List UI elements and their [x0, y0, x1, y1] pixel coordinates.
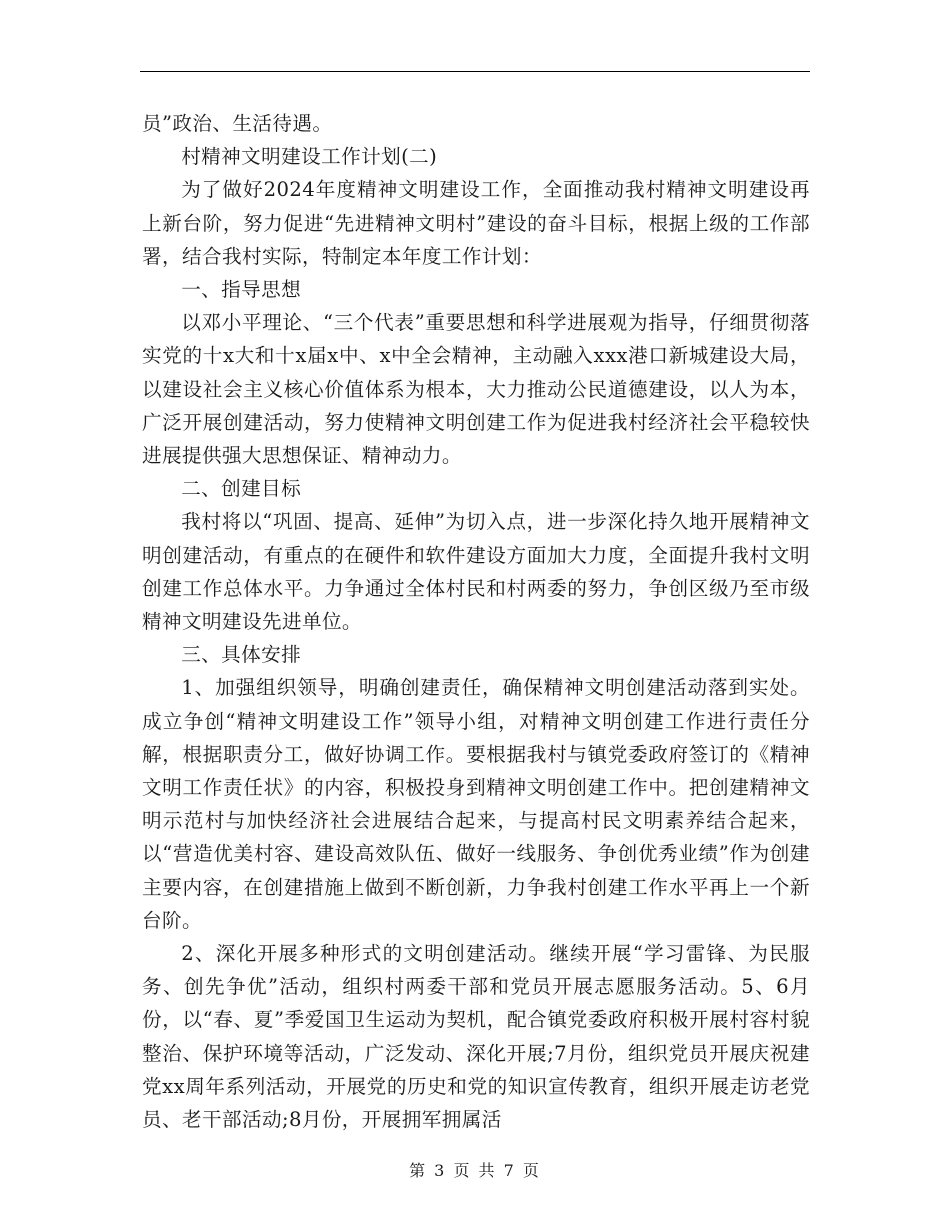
- heading-guiding-thought: 一、指导思想: [181, 278, 302, 302]
- paragraph-guiding-thought: 以邓小平理论、“三个代表”重要思想和科学进展观为指导，仔细贯彻落实党的十x大和十x届x中、x中全会精神，主动融入xxx港口新城建设大局，以建设社会主义核心价值体系为根本，大力推动公民道德建设，以人为本，广泛开展创建活动，努力使精神文明创建工作为促进我村经济社会平稳较快进展提供强大思想保证、精神动力。: [142, 311, 810, 468]
- document-body: [142, 107, 810, 1136]
- heading-goals: 二、创建目标: [181, 477, 302, 501]
- section-title: 村精神文明建设工作计划(二): [181, 145, 438, 169]
- heading-arrangements: 三、具体安排: [181, 643, 302, 667]
- header-rule: [140, 71, 810, 72]
- paragraph-goals: 我村将以“巩固、提高、延伸”为切入点，进一步深化持久地开展精神文明创建活动，有重点的在硬件和软件建设方面加大力度，全面提升我村文明创建工作总体水平。力争通过全体村民和村两委的努力，争创区级乃至市级精神文明建设先进单位。: [142, 510, 810, 634]
- paragraph-continuation: 员”政治、生活待遇。: [142, 112, 333, 135]
- paragraph-arrangement-1: 1、加强组织领导，明确创建责任，确保精神文明创建活动落到实处。成立争创“精神文明建设工作”领导小组，对精神文明创建工作进行责任分解，根据职责分工，做好协调工作。要根据我村与镇党委政府签订的《精神文明工作责任状》的内容，积极投身到精神文明创建工作中。把创建精神文明示范村与加快经济社会进展结合起来，与提高村民文明素养结合起来，以“营造优美村容、建设高效队伍、做好一线服务、争创优秀业绩”作为创建主要内容，在创建措施上做到不断创新，力争我村创建工作水平再上一个新台阶。: [142, 676, 810, 932]
- page-number-footer: 第 3 页 共 7 页: [409, 1161, 541, 1180]
- paragraph-arrangement-2: 2、深化开展多种形式的文明创建活动。继续开展“学习雷锋、为民服务、创先争优”活动，组织村两委干部和党员开展志愿服务活动。5、6月份，以“春、夏”季爱国卫生运动为契机，配合镇党委政府积极开展村容村貌整治、保护环境等活动，广泛发动、深化开展;7月份，组织党员开展庆祝建党xx周年系列活动，开展党的历史和党的知识宣传教育，组织开展走访老党员、老干部活动;8月份，开展拥军拥属活: [142, 942, 810, 1132]
- intro-paragraph: 为了做好2024年度精神文明建设工作，全面推动我村精神文明建设再上新台阶，努力促进“先进精神文明村”建设的奋斗目标，根据上级的工作部署，结合我村实际，特制定本年度工作计划：: [142, 178, 810, 268]
